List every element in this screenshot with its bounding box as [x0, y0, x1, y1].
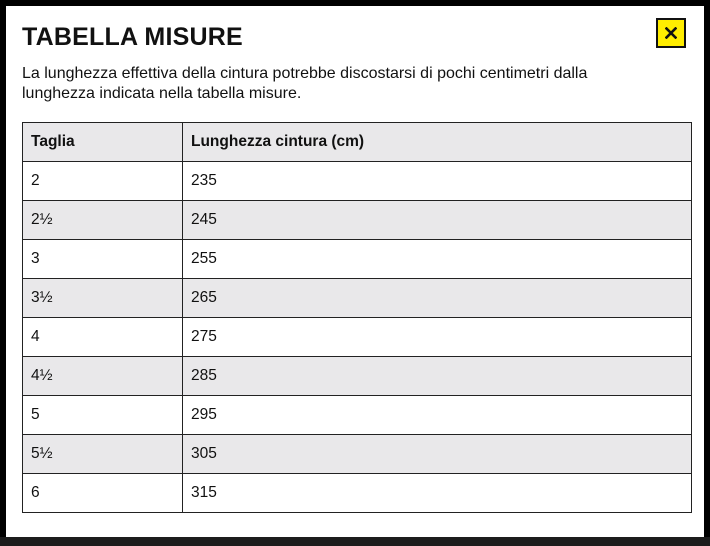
size-chart-modal: [6, 6, 704, 537]
length-cell: 305: [183, 435, 692, 474]
length-cell: 235: [183, 162, 692, 201]
size-cell: 3½: [23, 279, 183, 318]
table-row: [23, 201, 692, 240]
size-cell: 4½: [23, 357, 183, 396]
size-cell: 3: [23, 240, 183, 279]
size-table: [22, 122, 692, 513]
close-icon: [665, 27, 677, 39]
table-row: [23, 474, 692, 513]
modal-description: La lunghezza effettiva della cintura potrebbe discostarsi di pochi centimetri dalla lunghezza indicata nella tabella misure.: [22, 65, 588, 102]
column-header-belt-length: Lunghezza cintura (cm): [183, 123, 692, 162]
column-header-size: Taglia: [23, 123, 183, 162]
size-cell: 5½: [23, 435, 183, 474]
close-button[interactable]: [656, 18, 686, 48]
length-cell: 295: [183, 396, 692, 435]
table-row: [23, 357, 692, 396]
table-row: [23, 279, 692, 318]
length-cell: 315: [183, 474, 692, 513]
table-row: [23, 162, 692, 201]
modal-title: TABELLA MISURE: [22, 23, 243, 51]
table-header-row: [23, 123, 692, 162]
length-cell: 275: [183, 318, 692, 357]
length-cell: 255: [183, 240, 692, 279]
table-row: [23, 318, 692, 357]
size-cell: 4: [23, 318, 183, 357]
size-cell: 2: [23, 162, 183, 201]
length-cell: 285: [183, 357, 692, 396]
size-cell: 5: [23, 396, 183, 435]
length-cell: 245: [183, 201, 692, 240]
table-row: [23, 396, 692, 435]
length-cell: 265: [183, 279, 692, 318]
size-cell: 2½: [23, 201, 183, 240]
background-page-strip: [0, 537, 710, 546]
table-row: [23, 240, 692, 279]
table-row: [23, 435, 692, 474]
size-cell: 6: [23, 474, 183, 513]
